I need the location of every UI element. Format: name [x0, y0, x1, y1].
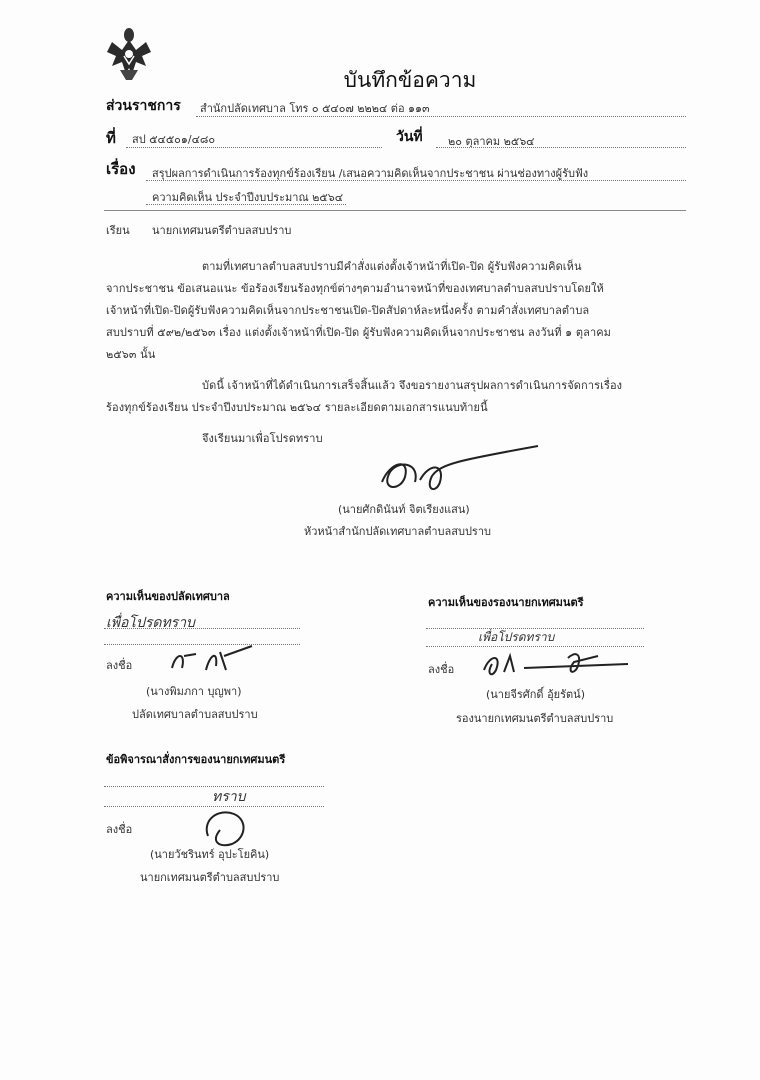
mayor-decision-handwriting: ทราบ — [212, 789, 246, 805]
subject-dotted-line-2 — [146, 204, 346, 205]
memo-title: บันทึกข้อความ — [343, 68, 477, 92]
deputy-signature-icon — [478, 648, 638, 680]
ref-dotted-line — [126, 147, 382, 148]
deputy-position: รองนายกเทศมนตรีตำบลสบปราบ — [456, 712, 614, 725]
body-p2-line-2: ร้องทุกข์ร้องเรียน ประจำปีงบประมาณ ๒๕๖๔ รายละเอียดตามเอกสารแนบท้ายนี้ — [106, 401, 488, 414]
mayor-signature-icon — [198, 806, 258, 850]
agency-dotted-line — [196, 116, 686, 117]
author-position: หัวหน้าสำนักปลัดเทศบาลตำบลสบปราบ — [304, 525, 491, 538]
deputy-dotted-line-2 — [426, 646, 644, 647]
author-name: (นายศักดินันท์ จิตเรียงแสน) — [338, 503, 470, 516]
subject-line-1: สรุปผลการดำเนินการร้องทุกข์ร้องเรียน /เสนอความคิดเห็นจากประชาชน ผ่านช่องทางผู้รับฟัง — [152, 167, 589, 180]
mayor-name: (นายวัชรินทร์ อุปะโยคิน) — [150, 848, 270, 861]
clerk-name: (นางพิมภกา บุญพา) — [146, 685, 242, 698]
clerk-opinion-heading: ความเห็นของปลัดเทศบาล — [106, 590, 230, 603]
deputy-sign-label: ลงชื่อ — [428, 663, 455, 676]
author-signature-icon — [370, 442, 540, 502]
ref-value: สป ๕๔๕๐๑/๔๘๐ — [132, 133, 216, 146]
body-p1-line-4: สบปราบที่ ๕๙๒/๒๕๖๓ เรื่อง แต่งตั้งเจ้าหน้าที่เปิด-ปิด ผู้รับฟังความคิดเห็นจากประชาชน ลงวันที่ ๑ ตุลาคม — [106, 326, 612, 339]
header-divider — [104, 210, 686, 211]
body-p2-line-1: บัดนี้ เจ้าหน้าที่ได้ดำเนินการเสร็จสิ้นแล้ว จึงขอรายงานสรุปผลการดำเนินการจัดการเรื่อง — [202, 379, 623, 392]
body-p1-line-5: ๒๕๖๓ นั้น — [106, 348, 156, 361]
deputy-opinion-handwriting: เพื่อโปรดทราบ — [478, 630, 555, 644]
clerk-opinion-handwriting: เพื่อโปรดทราบ — [106, 615, 195, 631]
date-value: ๒๐ ตุลาคม ๒๕๖๔ — [448, 135, 535, 148]
clerk-dotted-line-1 — [104, 628, 300, 629]
subject-line-2: ความคิดเห็น ประจำปีงบประมาณ ๒๕๖๔ — [152, 191, 344, 204]
salutation-label: เรียน — [106, 224, 130, 237]
subject-dotted-line-1 — [146, 180, 686, 181]
date-dotted-line — [436, 147, 686, 148]
mayor-sign-label: ลงชื่อ — [106, 823, 133, 836]
agency-label: ส่วนราชการ — [106, 98, 181, 114]
ref-label: ที่ — [106, 129, 116, 147]
closing-text: จึงเรียนมาเพื่อโปรดทราบ — [202, 432, 323, 445]
agency-value: สำนักปลัดเทศบาล โทร ๐ ๕๔๐๗ ๒๒๒๔ ต่อ ๑๑๓ — [200, 102, 430, 115]
subject-label: เรื่อง — [106, 160, 136, 178]
salutation-to: นายกเทศมนตรีตำบลสบปราบ — [152, 224, 292, 237]
deputy-opinion-heading: ความเห็นของรองนายกเทศมนตรี — [428, 596, 584, 609]
deputy-dotted-line-1 — [426, 628, 644, 629]
deputy-name: (นายจีรศักดิ์ อุ้ยรัตน์) — [486, 688, 585, 701]
clerk-position: ปลัดเทศบาลตำบลสบปราบ — [132, 708, 258, 721]
mayor-decision-heading: ข้อพิจารณาสั่งการของนายกเทศมนตรี — [106, 753, 286, 766]
date-label: วันที่ — [396, 129, 423, 145]
clerk-sign-label: ลงชื่อ — [106, 659, 133, 672]
body-p1-line-3: เจ้าหน้าที่เปิด-ปิดผู้รับฟังความคิดเห็นจากประชาชนเปิด-ปิดสัปดาห์ละหนึ่งครั้ง ตามคำสั่งเทศบาลตำบล — [106, 304, 590, 317]
body-p1-line-2: จากประชาชน ข้อเสนอแนะ ข้อร้องเรียนร้องทุกข์ต่างๆตามอำนาจหน้าที่ของเทศบาลตำบลสบปราบโดยให้ — [106, 282, 604, 295]
body-p1-line-1: ตามที่เทศบาลตำบลสบปราบมีคำสั่งแต่งตั้งเจ้าหน้าที่เปิด-ปิด ผู้รับฟังความคิดเห็น — [202, 260, 582, 273]
clerk-signature-icon — [166, 644, 256, 676]
mayor-position: นายกเทศมนตรีตำบลสบปราบ — [140, 871, 280, 884]
